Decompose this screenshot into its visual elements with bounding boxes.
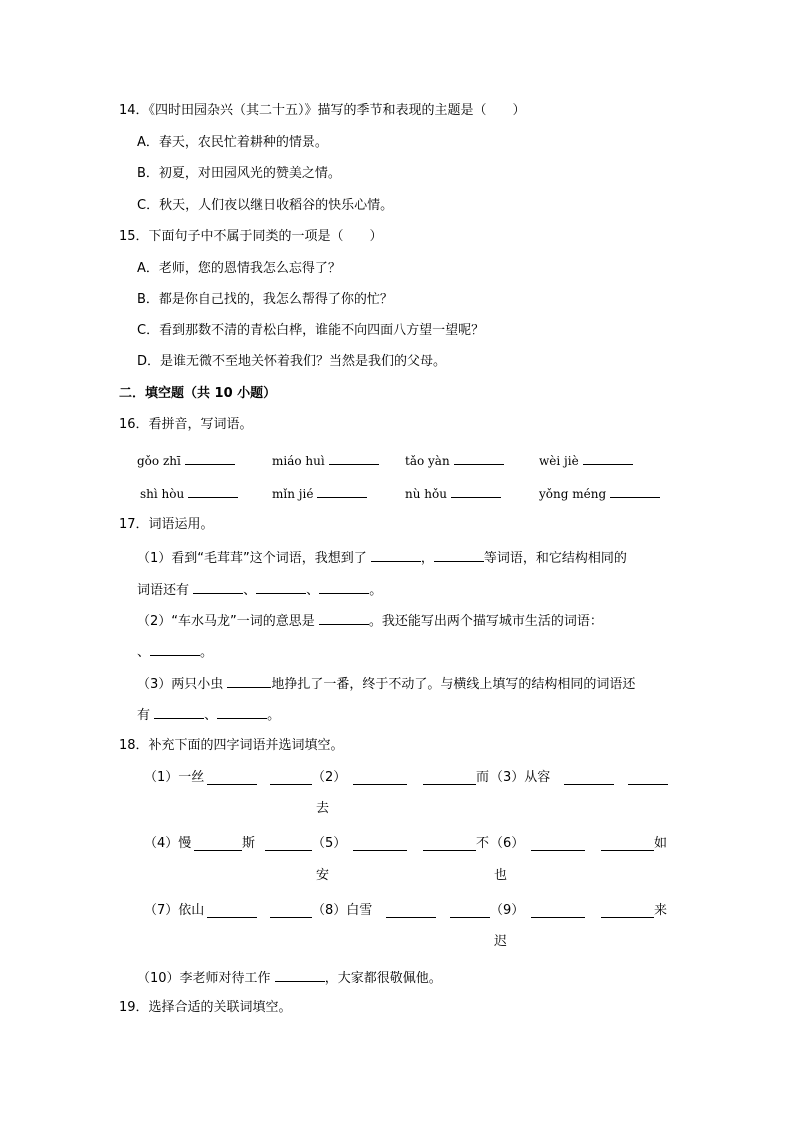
answer-blank[interactable]: [207, 904, 257, 918]
idiom-9-end: 来: [654, 903, 668, 918]
idiom-2-end: 而: [476, 770, 490, 785]
pinyin-item: shì hòu: [140, 484, 238, 503]
answer-blank[interactable]: [265, 837, 312, 851]
q14-option-c: C．秋天，人们夜以继日收稻谷的快乐心情。: [137, 198, 394, 213]
answer-blank[interactable]: [583, 451, 633, 465]
pinyin-item: wèi jiè: [539, 451, 633, 470]
answer-blank[interactable]: [353, 771, 407, 785]
idiom-5-under: 安: [316, 868, 330, 883]
idiom-1: （1）一丝: [144, 770, 205, 785]
idiom-3-label: （3）从容: [490, 770, 551, 785]
answer-blank[interactable]: [185, 451, 235, 465]
pinyin-item: mǐn jié: [272, 484, 367, 503]
answer-blank[interactable]: [207, 771, 257, 785]
answer-blank[interactable]: [154, 705, 204, 719]
answer-blank[interactable]: [329, 451, 379, 465]
pinyin-item: yǒng méng: [539, 484, 660, 503]
answer-blank[interactable]: [193, 580, 243, 594]
answer-blank[interactable]: [319, 611, 369, 625]
answer-blank[interactable]: [423, 837, 476, 851]
idiom-6-label: （6）: [490, 836, 525, 851]
idiom-8-label: （8）白雪: [312, 903, 373, 918]
answer-blank[interactable]: [434, 548, 484, 562]
answer-blank[interactable]: [194, 837, 242, 851]
answer-blank[interactable]: [531, 904, 585, 918]
answer-blank[interactable]: [319, 580, 369, 594]
idiom-2-under: 去: [316, 801, 330, 816]
section-title: 二．填空题（共 10 小题）: [119, 386, 277, 401]
idiom-4-mid: 斯: [242, 836, 256, 851]
answer-blank[interactable]: [610, 484, 660, 498]
q18-stem: 18．补充下面的四字词语并选词填空。: [119, 738, 344, 753]
pinyin-item: gǒo zhī: [137, 451, 235, 470]
q18-item-10: （10）李老师对待工作 ，大家都很敬佩他。: [137, 968, 442, 988]
pinyin-item: nù hǒu: [405, 484, 501, 503]
idiom-2-label: （2）: [312, 770, 347, 785]
answer-blank[interactable]: [217, 705, 267, 719]
pinyin-item: tǎo yàn: [405, 451, 504, 470]
answer-blank[interactable]: [270, 771, 312, 785]
q14-stem: 14．《四时田园杂兴（其二十五）》描写的季节和表现的主题是（ ）: [119, 103, 526, 118]
q17-part1-line2: 词语还有 、 、 。: [137, 580, 382, 600]
answer-blank[interactable]: [450, 904, 490, 918]
answer-blank[interactable]: [601, 837, 654, 851]
q15-option-d: D．是谁无微不至地关怀着我们？当然是我们的父母。: [137, 354, 447, 369]
answer-blank[interactable]: [531, 837, 585, 851]
idiom-6-end: 如: [654, 836, 668, 851]
answer-blank[interactable]: [256, 580, 306, 594]
q17-part1-line1: （1）看到“毛茸茸”这个词语，我想到了 ， 等词语，和它结构相同的: [137, 548, 627, 568]
answer-blank[interactable]: [275, 968, 325, 982]
q17-part2-line2: 、 。: [137, 642, 213, 662]
q19-stem: 19．选择合适的关联词填空。: [119, 1000, 292, 1015]
pinyin-item: miáo huì: [272, 451, 379, 470]
q14-option-b: B．初夏，对田园风光的赞美之情。: [137, 166, 341, 181]
answer-blank[interactable]: [270, 904, 312, 918]
q15-option-c: C．看到那数不清的青松白桦，谁能不向四面八方望一望呢？: [137, 323, 485, 338]
idiom-9-under: 迟: [494, 934, 508, 949]
idiom-7-label: （7）依山: [144, 903, 205, 918]
answer-blank[interactable]: [227, 674, 271, 688]
answer-blank[interactable]: [601, 904, 654, 918]
answer-blank[interactable]: [371, 548, 421, 562]
q15-option-b: B．都是你自己找的，我怎么帮得了你的忙？: [137, 292, 393, 307]
answer-blank[interactable]: [317, 484, 367, 498]
q17-stem: 17．词语运用。: [119, 517, 214, 532]
q17-part3-line1: （3）两只小虫 地挣扎了一番，终于不动了。与横线上填写的结构相同的词语还: [137, 674, 635, 694]
answer-blank[interactable]: [564, 771, 614, 785]
idiom-5-label: （5）: [312, 836, 347, 851]
answer-blank[interactable]: [353, 837, 407, 851]
idiom-4-label: （4）慢: [144, 836, 192, 851]
q16-stem: 16．看拼音，写词语。: [119, 417, 253, 432]
q14-option-a: A．春天，农民忙着耕种的情景。: [137, 135, 328, 150]
answer-blank[interactable]: [150, 642, 200, 656]
q15-stem: 15．下面句子中不属于同类的一项是（ ）: [119, 229, 383, 244]
idiom-5-end: 不: [476, 836, 490, 851]
answer-blank[interactable]: [628, 771, 668, 785]
q15-option-a: A．老师，您的恩情我怎么忘得了？: [137, 261, 341, 276]
answer-blank[interactable]: [423, 771, 476, 785]
answer-blank[interactable]: [454, 451, 504, 465]
q17-part3-line2: 有 、 。: [137, 705, 280, 725]
answer-blank[interactable]: [188, 484, 238, 498]
idiom-6-under: 也: [494, 868, 508, 883]
q17-part2-line1: （2）“车水马龙”一词的意思是 。我还能写出两个描写城市生活的词语：: [137, 611, 603, 631]
answer-blank[interactable]: [386, 904, 436, 918]
idiom-9-label: （9）: [490, 903, 525, 918]
answer-blank[interactable]: [451, 484, 501, 498]
